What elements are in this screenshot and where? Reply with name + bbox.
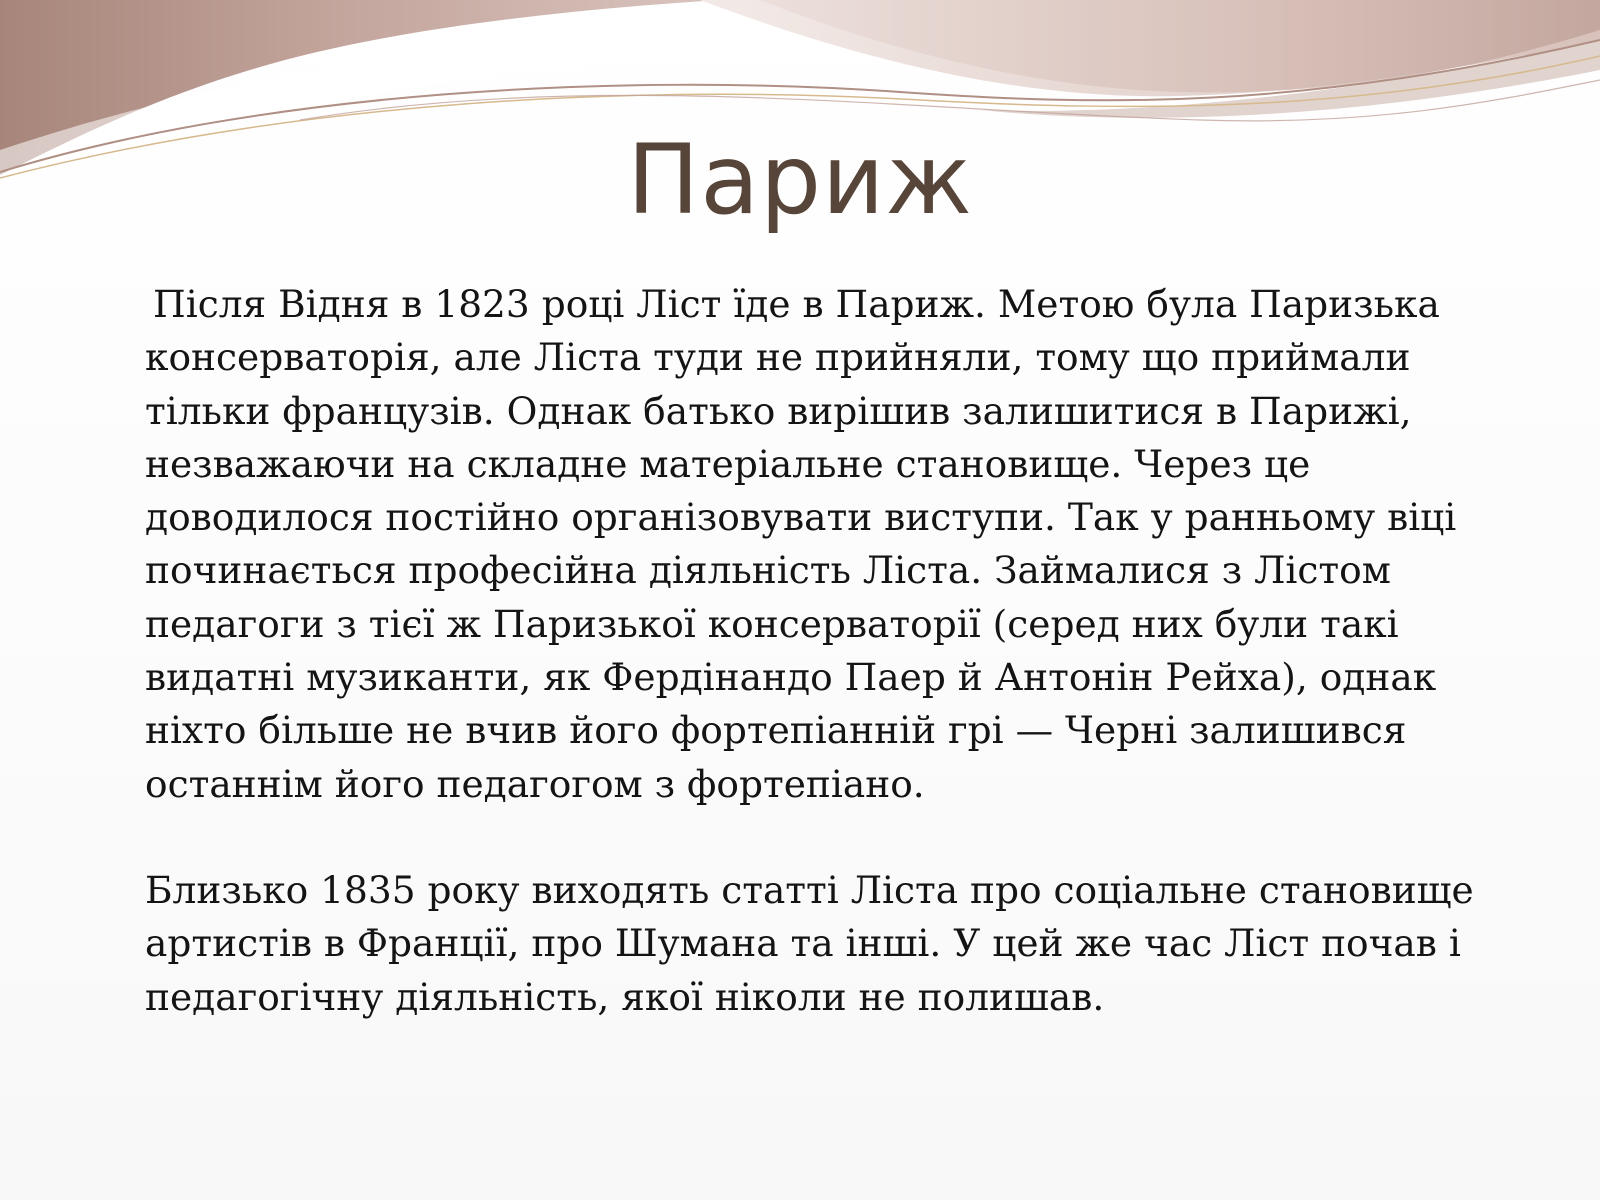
- body-paragraph-2: Близько 1835 року виходять статті Ліста про соціальне становище артистів в Франції, про Шумана та інші. У цей же час Ліст почав і педагогічну діяльність, якої ніколи не полишав.: [145, 867, 1474, 1019]
- slide-title: Париж: [627, 124, 973, 236]
- paragraph-spacer: [145, 811, 1485, 864]
- body-paragraph-1: Після Відня в 1823 році Ліст їде в Париж. Метою була Паризька консерваторія, але Ліста туди не прийняли, тому що приймали тільки французів. Однак батько вирішив залишитися в Парижі, незважаючи на складне матеріальне становище. Через це доводилося постійно організовувати виступи. Так у ранньому віці починається професійна діяльність Ліста. Займалися з Лістом педагоги з тієї ж Паризької консерваторії (серед них були такі видатні музиканти, як Фердінандо Паер й Антонін Рейха), однак ніхто більше не вчив його фортепіанній грі — Черні залишився останнім його педагогом з фортепіано.: [145, 282, 1457, 806]
- slide-body: [145, 278, 1485, 1024]
